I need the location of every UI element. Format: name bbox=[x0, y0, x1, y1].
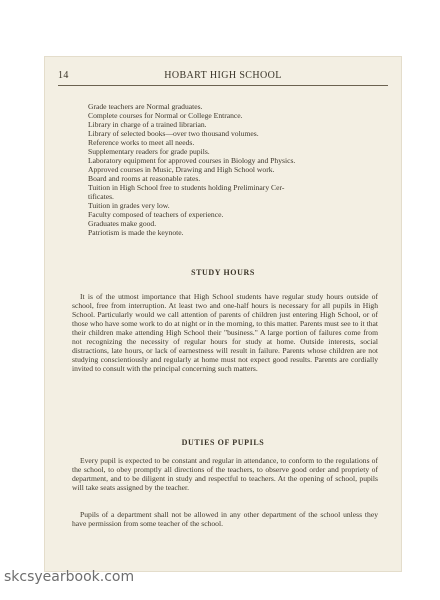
yearbook-page bbox=[44, 56, 402, 572]
feature-item: Patriotism is made the keynote. bbox=[88, 228, 184, 237]
school-features-list bbox=[88, 102, 388, 237]
header-rule bbox=[58, 85, 388, 86]
running-title: HOBART HIGH SCHOOL bbox=[164, 70, 282, 81]
feature-item: Library in charge of a trained librarian. bbox=[88, 120, 207, 129]
feature-item: Faculty composed of teachers of experience. bbox=[88, 210, 224, 219]
duties-heading: DUTIES OF PUPILS bbox=[181, 438, 265, 447]
duties-paragraph-2: Pupils of a department shall not be allowed in any other department of the school unless they have permission from some teacher of the school. bbox=[72, 510, 378, 528]
feature-item: Graduates make good. bbox=[88, 219, 157, 228]
site-watermark: skcsyearbook.com bbox=[4, 569, 135, 585]
study-hours-paragraph: It is of the utmost importance that High School students have regular study hours outside of school, free from interruption. At least two and one-half hours is necessary for all pupils in High School. Particularly would we call attention of parents of children just entering High School, or of those who have some work to do at night or in the morning, to this matter. Parents must see to it that their children make attending High School their "business." A large portion of failures come from not recognizing the necessity of regular hours for study at home. Outside interests, social distractions, late hours, or lack of earnestness will result in failure. Parents whose children are not studying conscientiously and regularly at home must not expect good results. Parents are cordially invited to consult with the principal concerning such matters. bbox=[72, 292, 378, 373]
feature-item: Reference works to meet all needs. bbox=[88, 138, 195, 147]
feature-item: Complete courses for Normal or College Entrance. bbox=[88, 111, 243, 120]
feature-item: Grade teachers are Normal graduates. bbox=[88, 102, 203, 111]
feature-item: Supplementary readers for grade pupils. bbox=[88, 147, 210, 156]
feature-item: Tuition in grades very low. bbox=[88, 201, 170, 210]
study-hours-heading: STUDY HOURS bbox=[191, 268, 255, 277]
feature-item-continuation: tificates. bbox=[88, 192, 114, 201]
page-number: 14 bbox=[58, 70, 69, 81]
feature-item: Board and rooms at reasonable rates. bbox=[88, 174, 201, 183]
feature-item: Tuition in High School free to students holding Preliminary Cer- bbox=[88, 183, 285, 192]
feature-item: Approved courses in Music, Drawing and High School work. bbox=[88, 165, 275, 174]
feature-item: Laboratory equipment for approved courses in Biology and Physics. bbox=[88, 156, 296, 165]
feature-item: Library of selected books—over two thousand volumes. bbox=[88, 129, 259, 138]
duties-paragraph-1: Every pupil is expected to be constant and regular in attendance, to conform to the regulations of the school, to obey promptly all directions of the teachers, to observe good order and propriety of department, and to be diligent in study and respectful to teachers. At the opening of school, pupils will take seats assigned by the teacher. bbox=[72, 456, 378, 492]
